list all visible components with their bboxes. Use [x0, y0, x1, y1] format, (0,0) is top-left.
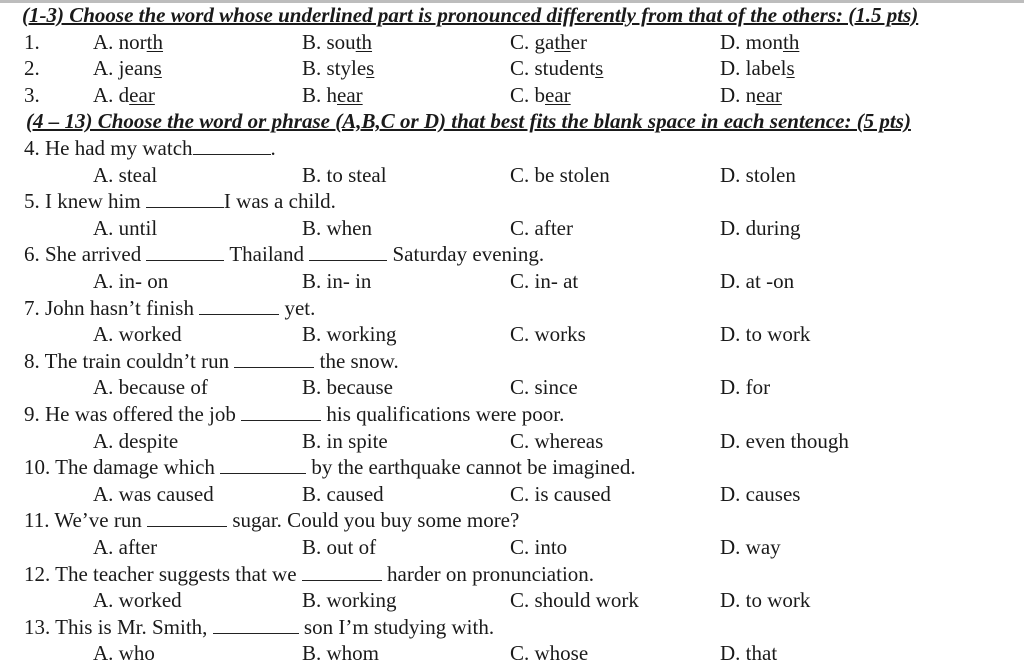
answer-option: C. whereas [510, 428, 604, 453]
answer-blank [220, 455, 306, 474]
underlined-part: s [366, 56, 375, 81]
question-text-part: sugar. Could you buy some more? [227, 508, 520, 533]
question-stem [0, 241, 1024, 268]
underlined-part: s [786, 56, 795, 81]
answer-option [510, 55, 603, 82]
answer-option: D. to work [720, 588, 811, 613]
question-text-part: 5. I knew him [24, 189, 146, 214]
answer-option [720, 55, 795, 82]
answer-option: D. during [720, 215, 801, 240]
answer-option: C. after [510, 215, 573, 240]
answer-option: D. even though [720, 428, 849, 453]
answer-option [720, 29, 799, 56]
option-text: A. jean [93, 56, 154, 81]
answer-option [302, 82, 363, 109]
answer-option: B. working [302, 588, 397, 613]
answer-option: A. was caused [93, 481, 214, 506]
question-stem [0, 135, 1024, 162]
question-text [24, 348, 399, 375]
answer-option: B. out of [302, 535, 377, 559]
question-text-part: 7. John hasn’t finish [24, 295, 200, 320]
question-stem [0, 614, 1024, 641]
question-text [24, 454, 636, 481]
question-text-part: 12. The teacher suggests that we [24, 561, 302, 586]
question-text [24, 614, 494, 641]
underlined-part: th [355, 29, 373, 54]
underlined-part: s [153, 56, 162, 81]
question-text-part: son I’m studying with. [298, 614, 495, 639]
answer-blank [146, 242, 224, 261]
answer-option: D. at -on [720, 269, 795, 293]
question-stem [0, 295, 1024, 322]
answer-option: C. since [510, 375, 578, 400]
options-row [0, 268, 1024, 295]
answer-blank [234, 349, 314, 368]
question-text-part: his qualifications were poor. [321, 402, 565, 426]
options-row [0, 481, 1024, 508]
option-text: er [570, 29, 587, 54]
question-text [24, 241, 544, 268]
section-2-heading [0, 108, 1024, 135]
question-text-part: 9. He was offered the job [24, 402, 242, 426]
question-stem [0, 454, 1024, 481]
answer-option: B. to steal [302, 162, 387, 187]
section-title: (1-3) Choose the word whose underlined part is pronounced differently from that of the others: (1.5 pts) [22, 3, 919, 27]
question-text-part: 13. This is Mr. Smith, [24, 614, 213, 639]
underlined-part: ear [337, 82, 363, 107]
question-stem [0, 401, 1024, 428]
answer-option [510, 29, 587, 56]
question-text [24, 295, 315, 322]
option-text: B. style [302, 56, 367, 81]
answer-option [510, 82, 571, 109]
question-text [24, 507, 519, 534]
option-text: B. h [302, 82, 338, 107]
option-text: C. ga [510, 29, 555, 54]
question-text [24, 401, 564, 428]
answer-blank [302, 562, 382, 581]
options-row [0, 374, 1024, 401]
answer-blank [199, 296, 279, 315]
underlined-part: ear [756, 82, 782, 107]
answer-blank [241, 402, 321, 421]
underlined-part: s [595, 56, 604, 81]
underlined-part: ear [129, 82, 155, 107]
section-title: (4 – 13) Choose the word or phrase (A,B,C or D) that best fits the blank space in each sentence: (5 pts) [26, 109, 911, 134]
answer-option: C. works [510, 322, 586, 347]
answer-option: C. is caused [510, 481, 611, 506]
question-text [24, 561, 594, 588]
question-number: 1. [24, 29, 40, 54]
question-row [0, 55, 1024, 82]
answer-option: C. be stolen [510, 162, 610, 187]
question-row [0, 82, 1024, 109]
question-text-part: harder on pronunciation. [381, 561, 595, 586]
question-text-part: I was a child. [223, 189, 336, 214]
options-row [0, 215, 1024, 242]
answer-blank [193, 136, 271, 155]
answer-option: D. to work [720, 322, 811, 347]
underlined-part: th [783, 29, 800, 54]
answer-option: A. after [93, 535, 158, 559]
answer-option: D. for [720, 375, 771, 400]
answer-option: C. in- at [510, 269, 579, 293]
options-row [0, 321, 1024, 348]
question-text [24, 135, 276, 162]
answer-option: A. despite [93, 428, 179, 453]
question-number: 3. [24, 82, 40, 107]
question-text-part: by the earthquake cannot be imagined. [306, 455, 636, 480]
answer-option: A. in- on [93, 269, 169, 293]
underlined-part: ear [545, 82, 571, 107]
answer-option: B. when [302, 215, 372, 240]
answer-option [93, 55, 162, 82]
answer-option [93, 82, 155, 109]
answer-option: C. into [510, 535, 568, 559]
option-text: D. label [720, 56, 787, 81]
question-text-part: 10. The damage which [24, 455, 221, 480]
question-text-part: 8. The train couldn’t run [24, 348, 235, 373]
answer-option: B. because [302, 375, 393, 400]
options-row [0, 587, 1024, 614]
answer-option [302, 55, 374, 82]
underlined-part: th [554, 29, 571, 54]
option-text: C. b [510, 82, 546, 107]
answer-option: D. way [720, 535, 781, 559]
answer-option: A. until [93, 215, 158, 240]
answer-option [720, 82, 782, 109]
answer-blank [146, 189, 224, 208]
question-stem [0, 507, 1024, 534]
question-text-part: 4. He had my watch [24, 136, 193, 160]
question-text-part: Saturday evening. [387, 242, 545, 267]
answer-option: B. caused [302, 481, 384, 506]
answer-option: D. stolen [720, 162, 796, 187]
answer-option: D. that [720, 641, 778, 666]
question-stem [0, 348, 1024, 375]
question-stem [0, 561, 1024, 588]
question-number: 2. [24, 56, 40, 81]
options-row [0, 162, 1024, 189]
option-text: A. nor [93, 29, 147, 54]
answer-option: D. causes [720, 481, 801, 506]
question-text-part: . [270, 136, 276, 160]
option-text: C. student [510, 56, 596, 81]
answer-option: A. worked [93, 322, 182, 347]
options-row [0, 428, 1024, 455]
answer-option: A. steal [93, 162, 158, 187]
question-text [24, 188, 336, 215]
options-row [0, 534, 1024, 561]
answer-option: A. who [93, 641, 155, 666]
section-1-heading [0, 2, 1024, 29]
question-text-part: yet. [279, 295, 316, 320]
answer-option [93, 29, 163, 56]
answer-blank [213, 615, 299, 634]
option-text: B. sou [302, 29, 356, 54]
answer-option: B. in- in [302, 269, 372, 293]
answer-option [302, 29, 372, 56]
answer-option: B. in spite [302, 428, 388, 453]
option-text: D. n [720, 82, 757, 107]
question-text-part: Thailand [224, 242, 310, 267]
answer-option: C. should work [510, 588, 639, 613]
answer-option: B. whom [302, 641, 380, 666]
question-stem [0, 188, 1024, 215]
option-text: A. d [93, 82, 130, 107]
answer-option: A. worked [93, 588, 182, 613]
question-text-part: 11. We’ve run [24, 508, 148, 533]
question-row [0, 29, 1024, 56]
answer-option: B. working [302, 322, 397, 347]
question-text-part: 6. She arrived [24, 242, 147, 267]
underlined-part: th [146, 29, 164, 54]
answer-blank [147, 508, 227, 527]
question-text-part: the snow. [314, 348, 399, 373]
answer-blank [309, 242, 387, 261]
options-row [0, 640, 1024, 667]
answer-option: A. because of [93, 375, 208, 400]
option-text: D. mon [720, 29, 783, 54]
answer-option: C. whose [510, 641, 589, 666]
